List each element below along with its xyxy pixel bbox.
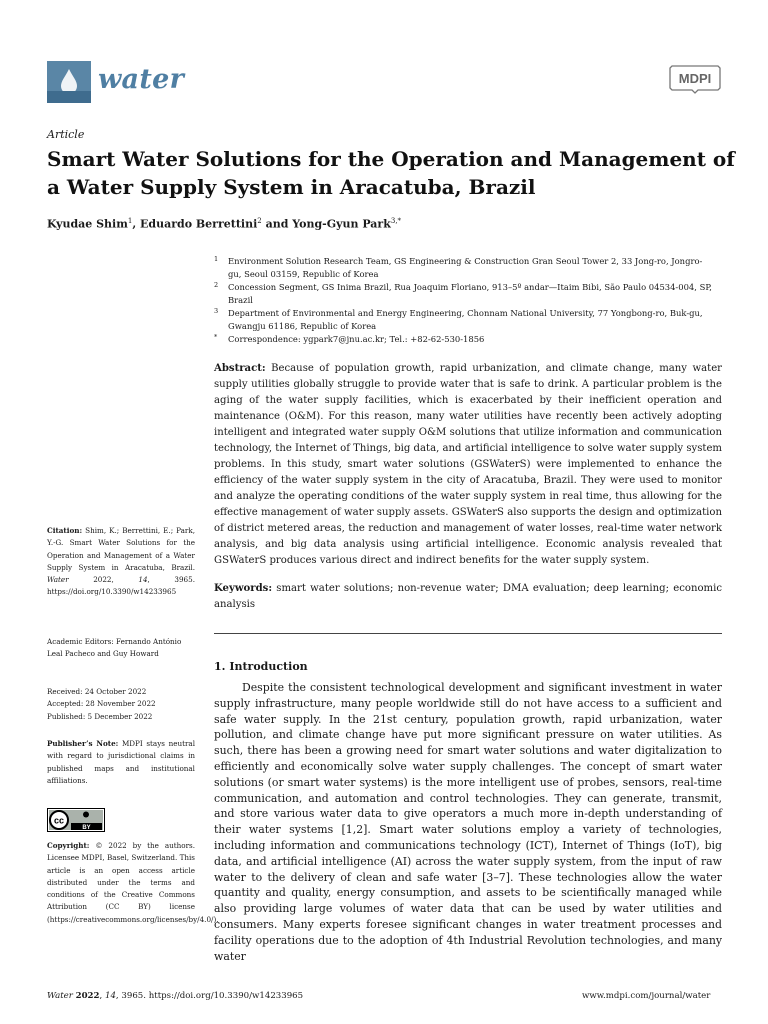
published-date: Published: 5 December 2022: [47, 711, 153, 721]
accepted-date: Accepted: 28 November 2022: [47, 699, 156, 709]
abstract-label: Abstract:: [214, 363, 266, 374]
citation-doi[interactable]: , 3965. https://doi.org/10.3390/w14233965: [47, 575, 195, 597]
publisher-name: MDPI: [678, 71, 712, 86]
intro-text: Despite the consistent technological development and significant investment in water supply infrastructure, many people worldwide still do not have access to a sufficient and safe water supply. In the 21st century, population growth, rapid urbanization, water pollution, and climate change have put more significant pressure on water utilities. As such, there has been a growing need for smart water solutions and water digitalization to efficiently and economically solve water supply challenges. The concept of smart water solutions (or smart water systems) is the more intelligent use of probes, sensors, real-time communication, and automation and control technologies. They can generate, transmit, and store various water data to give operators a much more in-depth understanding of their water systems [1,2]. Smart water solutions employ a variety of technologies, including information and communications technology (ICT), Internet of Things (IoT), big data, and artificial intelligence (AI) across the water supply system, from the input of raw water to the delivery of clean and safe water [3–7]. These technologies allow the water quantity and quality, energy consumption, and assets to be scientifically managed while also providing large volumes of water data that can be used by water utilities and consumers. Many experts foresee significant changes in water treatment processes and facility operations due to the adoption of 4th Industrial Revolution technologies, and many water: [214, 681, 722, 963]
note-label: Publisher’s Note:: [47, 739, 119, 748]
journal-logo: [47, 61, 91, 103]
affiliation-text: Concession Segment, GS Inima Brazil, Rua Joaquim Floriano, 913–5º andar—Itaim Bibi, São Paulo 04534-004, SP, Brazil: [228, 282, 712, 305]
water-drop-icon: [47, 61, 91, 103]
affiliation-item: [214, 281, 714, 307]
footer-doi[interactable]: , 3965. https://doi.org/10.3390/w14233965: [115, 991, 304, 1001]
citation-label: Citation:: [47, 526, 83, 535]
affiliation-item: [214, 307, 714, 333]
publisher-note: [47, 738, 195, 787]
journal-name: water: [98, 64, 185, 95]
cc-by-license-icon: [47, 808, 105, 832]
article-type: Article: [47, 128, 85, 141]
author-name: Eduardo Berrettini: [140, 217, 258, 231]
received-date: Received: 24 October 2022: [47, 687, 147, 696]
affiliation-item: [214, 333, 714, 346]
publication-dates: [47, 686, 195, 723]
academic-editors: Academic Editors: Fernando António Leal Pacheco and Guy Howard: [47, 637, 182, 659]
note-text: MDPI stays neutral with regard to jurisdictional claims in published maps and institutional affiliations.: [47, 739, 195, 785]
affiliation-item: [214, 255, 714, 281]
affiliations: [214, 255, 714, 346]
footer-journal: Water: [47, 991, 73, 1001]
section-divider: [214, 633, 722, 634]
cc-label: cc: [53, 815, 65, 826]
affiliation-mark: 2: [214, 281, 219, 289]
keywords: [214, 581, 722, 613]
affiliation-mark: 1: [214, 255, 219, 263]
footer-year: 2022: [75, 991, 100, 1001]
footer-citation: Water 2022, 14, 3965. https://doi.org/10.3390/w14233965: [47, 991, 304, 1001]
author-list: [47, 217, 401, 231]
intro-paragraph: [214, 680, 722, 964]
section-heading: 1. Introduction: [214, 660, 308, 673]
citation-volume: 14: [138, 575, 148, 585]
copyright-text: © 2022 by the authors. Licensee MDPI, Basel, Switzerland. This article is an open access article distributed under the terms and conditions of the Creative Commons Attribution (CC BY) license (https://creativecommons.org/licenses/by/4.0/).: [47, 841, 219, 924]
paper-title: Smart Water Solutions for the Operation and Management of a Water Supply System in Aracatuba, Brazil: [47, 147, 735, 199]
keywords-label: Keywords:: [214, 583, 273, 594]
author-separator: ,: [132, 217, 141, 231]
affiliation-text: Environment Solution Research Team, GS Engineering & Construction Gran Seoul Tower 2, 33 Jong-ro, Jongro-gu, Seoul 03159, Republic of Korea: [228, 256, 703, 279]
copyright-block: [47, 840, 219, 926]
abstract: [214, 361, 722, 569]
copyright-label: Copyright:: [47, 841, 90, 850]
correspondence-text: Correspondence: ygpark7@jnu.ac.kr; Tel.: +82-62-530-1856: [228, 334, 485, 344]
author-affil-mark: 2: [257, 217, 262, 225]
citation-block: Citation: Shim, K.; Berrettini, E.; Park, Y.-G. Smart Water Solutions for the Operation and Management of a Water Supply System in Aracatuba, Brazil. Water 2022, 14, 3965. https://doi.org/10.3390/w14233965: [47, 526, 195, 597]
affiliation-text: Department of Environmental and Energy Engineering, Chonnam National University, 77 Yongbong-ro, Buk-gu, Gwangju 61186, Republic of Korea: [228, 308, 703, 331]
citation-year: 2022: [93, 575, 112, 585]
citation-journal: Water: [47, 575, 69, 585]
abstract-text: Because of population growth, rapid urbanization, and climate change, many water supply utilities globally struggle to provide water that is safe to drink. A particular problem is the aging of the water supply facilities, which is exacerbated by their inefficient operation and maintenance (O&M). For this reason, many water utilities have recently been actively adopting intelligent and integrated water supply O&M solutions that utilize information and communication technology, the Internet of Things, big data, and artificial intelligence to solve water supply system problems. In this study, smart water solutions (GSWaterS) were implemented to enhance the efficiency of the water supply system in the city of Aracatuba, Brazil. They were used to monitor and analyze the operating conditions of the water supply system in real time, thus allowing for the effective management of water supply assets. GSWaterS also supports the design and optimization of district metered areas, the reduction and management of water losses, real-time water network analysis, and big data analysis using artificial intelligence. Economic analysis revealed that GSWaterS produces various direct and indirect benefits for the water supply system.: [214, 363, 722, 566]
affiliation-mark: 3: [214, 307, 219, 315]
affiliation-mark: *: [214, 333, 218, 341]
citation-text: Shim, K.; Berrettini, E.; Park, Y.-G. Smart Water Solutions for the Operation and Management of a Water Supply System in Aracatuba, Brazil.: [47, 526, 195, 572]
author-name: Kyudae Shim: [47, 217, 128, 231]
footer-journal-url[interactable]: www.mdpi.com/journal/water: [582, 991, 711, 1001]
by-label: BY: [82, 825, 91, 831]
mdpi-logo: [668, 64, 722, 98]
author-separator: and: [261, 217, 293, 231]
author-name: Yong-Gyun Park: [292, 217, 391, 231]
author-affil-mark: 3,*: [390, 217, 402, 225]
footer-volume: 14: [104, 991, 116, 1001]
author-affil-mark: 1: [127, 217, 133, 225]
cc-by-badge[interactable]: [47, 808, 105, 836]
keywords-text: smart water solutions; non-revenue water; DMA evaluation; deep learning; economic analysis: [214, 583, 722, 610]
mdpi-logo-icon: [668, 64, 722, 94]
